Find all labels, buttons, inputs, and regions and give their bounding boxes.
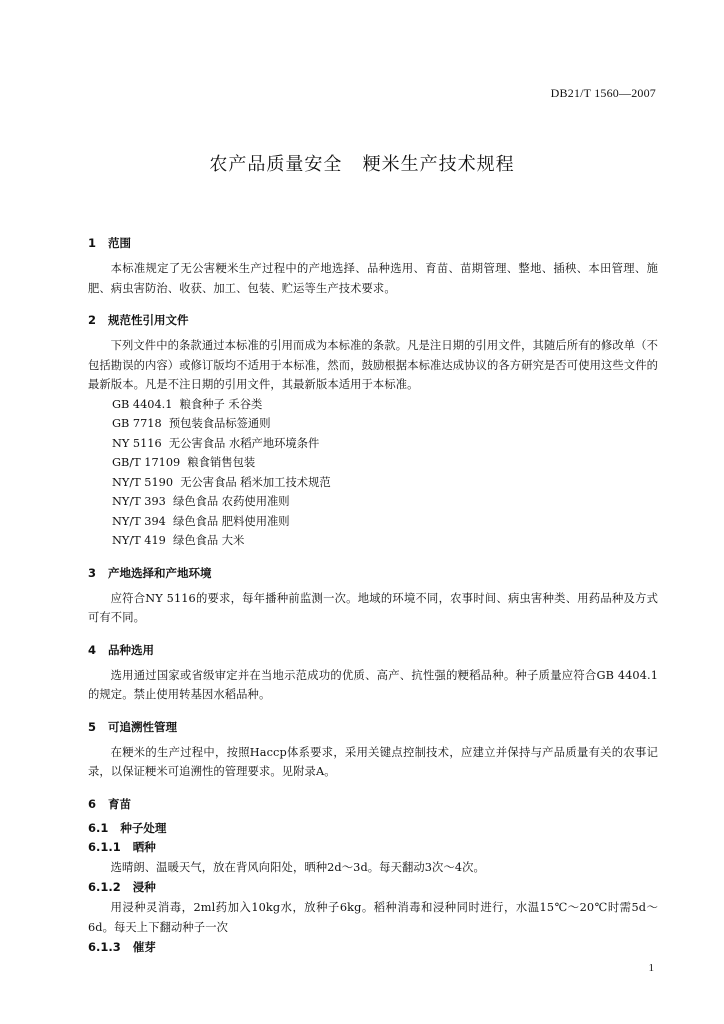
reference-list	[88, 395, 658, 551]
section-heading: 3 产地选择和产地环境	[88, 565, 212, 580]
reference-item: NY 5116 无公害食品 水稻产地环境条件	[112, 436, 320, 450]
subsection-heading: 6.1.2 浸种	[88, 880, 156, 894]
reference-item: NY/T 419 绿色食品 大米	[112, 534, 245, 547]
reference-item: GB 4404.1 粮食种子 禾谷类	[112, 397, 263, 411]
paragraph: 下列文件中的条款通过本标准的引用而成为本标准的条款。凡是注日期的引用文件，其随后所有的修改单（不包括勘误的内容）或修订版均不适用于本标准，然而，鼓励根据本标准达成协议的各方研究是否可使用这些文件的最新版本。凡是不注日期的引用文件，其最新版本适用于本标准。	[88, 339, 658, 391]
section-heading: 5 可追溯性管理	[88, 719, 178, 734]
paragraph: 用浸种灵消毒，2ml药加入10kg水，放种子6kg。稻种消毒和浸种同时进行，水温15℃～20℃时需5d～6d。每天上下翻动种子一次	[88, 901, 658, 934]
document-body	[88, 235, 658, 958]
reference-item: GB 7718 预包装食品标签通则	[112, 417, 271, 430]
section-site-selection	[88, 565, 658, 628]
subsection-heading: 6.1.3 催芽	[88, 940, 156, 954]
section-scope	[88, 235, 658, 298]
section-variety-selection	[88, 642, 658, 705]
section-heading: 4 品种选用	[88, 642, 155, 657]
subsection-heading: 6.1.1 晒种	[88, 839, 156, 854]
standard-code: DB21/T 1560—2007	[550, 86, 656, 100]
paragraph: 选用通过国家或省级审定并在当地示范成功的优质、高产、抗性强的粳稻品种。种子质量应符合GB 4404.1的规定。禁止使用转基因水稻品种。	[88, 668, 658, 701]
document-title: 农产品质量安全 粳米生产技术规程	[209, 154, 515, 175]
section-normative-references	[88, 312, 658, 551]
paragraph: 应符合NY 5116的要求，每年播种前监测一次。地域的环境不同，农事时间、病虫害种类、用药品种及方式可有不同。	[88, 591, 658, 624]
paragraph: 在粳米的生产过程中，按照Haccp体系要求，采用关键点控制技术，应建立并保持与产品质量有关的农事记录，以保证粳米可追溯性的管理要求。见附录A。	[88, 745, 658, 778]
reference-item: NY/T 394 绿色食品 肥料使用准则	[112, 514, 290, 528]
page-number: 1	[648, 962, 654, 974]
section-heading: 6 育苗	[88, 796, 132, 811]
reference-item: NY/T 393 绿色食品 农药使用准则	[112, 495, 290, 508]
section-heading: 1 范围	[88, 236, 132, 250]
reference-item: NY/T 5190 无公害食品 稻米加工技术规范	[112, 475, 331, 489]
paragraph: 选晴朗、温暖天气，放在背风向阳处，晒种2d～3d。每天翻动3次～4次。	[110, 860, 485, 874]
subsection-heading: 6.1 种子处理	[88, 820, 167, 835]
section-traceability	[88, 719, 658, 782]
section-heading: 2 规范性引用文件	[88, 313, 189, 327]
paragraph: 本标准规定了无公害粳米生产过程中的产地选择、品种选用、育苗、苗期管理、整地、插秧、本田管理、施肥、病虫害防治、收获、加工、包装、贮运等生产技术要求。	[88, 262, 658, 295]
section-seedling-raising	[88, 796, 658, 956]
reference-item: GB/T 17109 粮食销售包装	[112, 456, 256, 469]
